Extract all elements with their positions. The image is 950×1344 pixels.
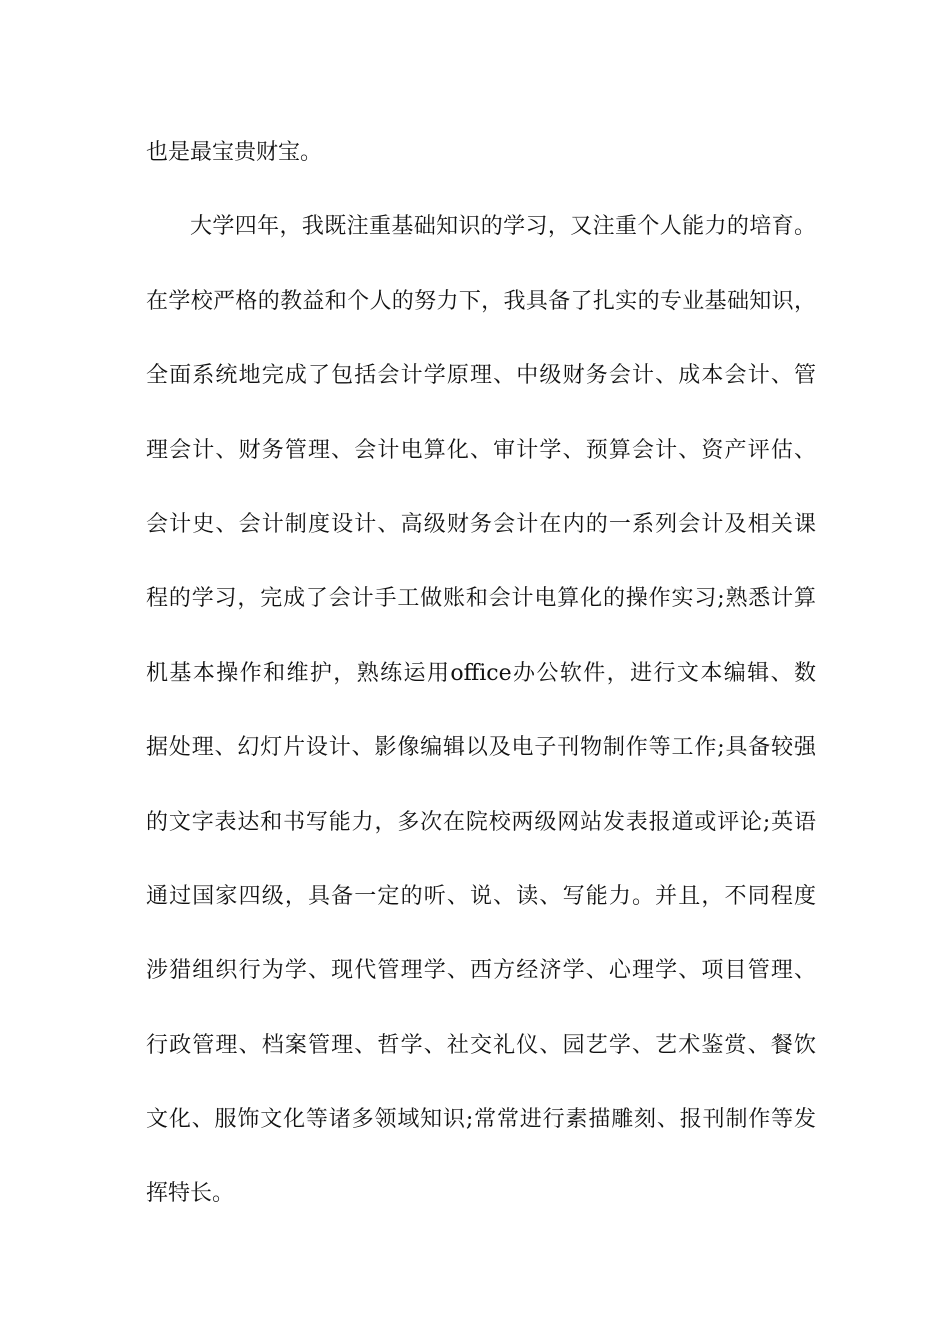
text-line: 程的学习，完成了会计手工做账和会计电算化的操作实习;熟悉计算 — [146, 586, 816, 612]
text-line: 全面系统地完成了包括会计学原理、中级财务会计、成本会计、管 — [146, 363, 816, 389]
text-line: 在学校严格的教益和个人的努力下，我具备了扎实的专业基础知识， — [146, 288, 816, 314]
paragraph-first-line: 大学四年，我既注重基础知识的学习，又注重个人能力的培育。 — [190, 214, 816, 240]
text-line: 涉猎组织行为学、现代管理学、西方经济学、心理学、项目管理、 — [146, 958, 816, 984]
text-line: 据处理、幻灯片设计、影像编辑以及电子刊物制作等工作;具备较强 — [146, 735, 816, 761]
text-line: 的文字表达和书写能力，多次在院校两级网站发表报道或评论;英语 — [146, 809, 816, 835]
text-line: 通过国家四级，具备一定的听、说、读、写能力。并且，不同程度 — [146, 883, 816, 909]
text-line: 文化、服饰文化等诸多领域知识;常常进行素描雕刻、报刊制作等发 — [146, 1107, 816, 1133]
paragraph-last-line: 挥特长。 — [146, 1181, 235, 1207]
text-line: 理会计、财务管理、会计电算化、审计学、预算会计、资产评估、 — [146, 437, 816, 463]
text-line: 行政管理、档案管理、哲学、社交礼仪、园艺学、艺术鉴赏、餐饮 — [146, 1032, 816, 1058]
body-text — [146, 116, 816, 1232]
text-line: 也是最宝贵财宝。 — [146, 140, 323, 165]
text-line: 机基本操作和维护，熟练运用office办公软件，进行文本编辑、数 — [146, 660, 816, 686]
text-line: 会计史、会计制度设计、高级财务会计在内的一系列会计及相关课 — [146, 511, 816, 537]
